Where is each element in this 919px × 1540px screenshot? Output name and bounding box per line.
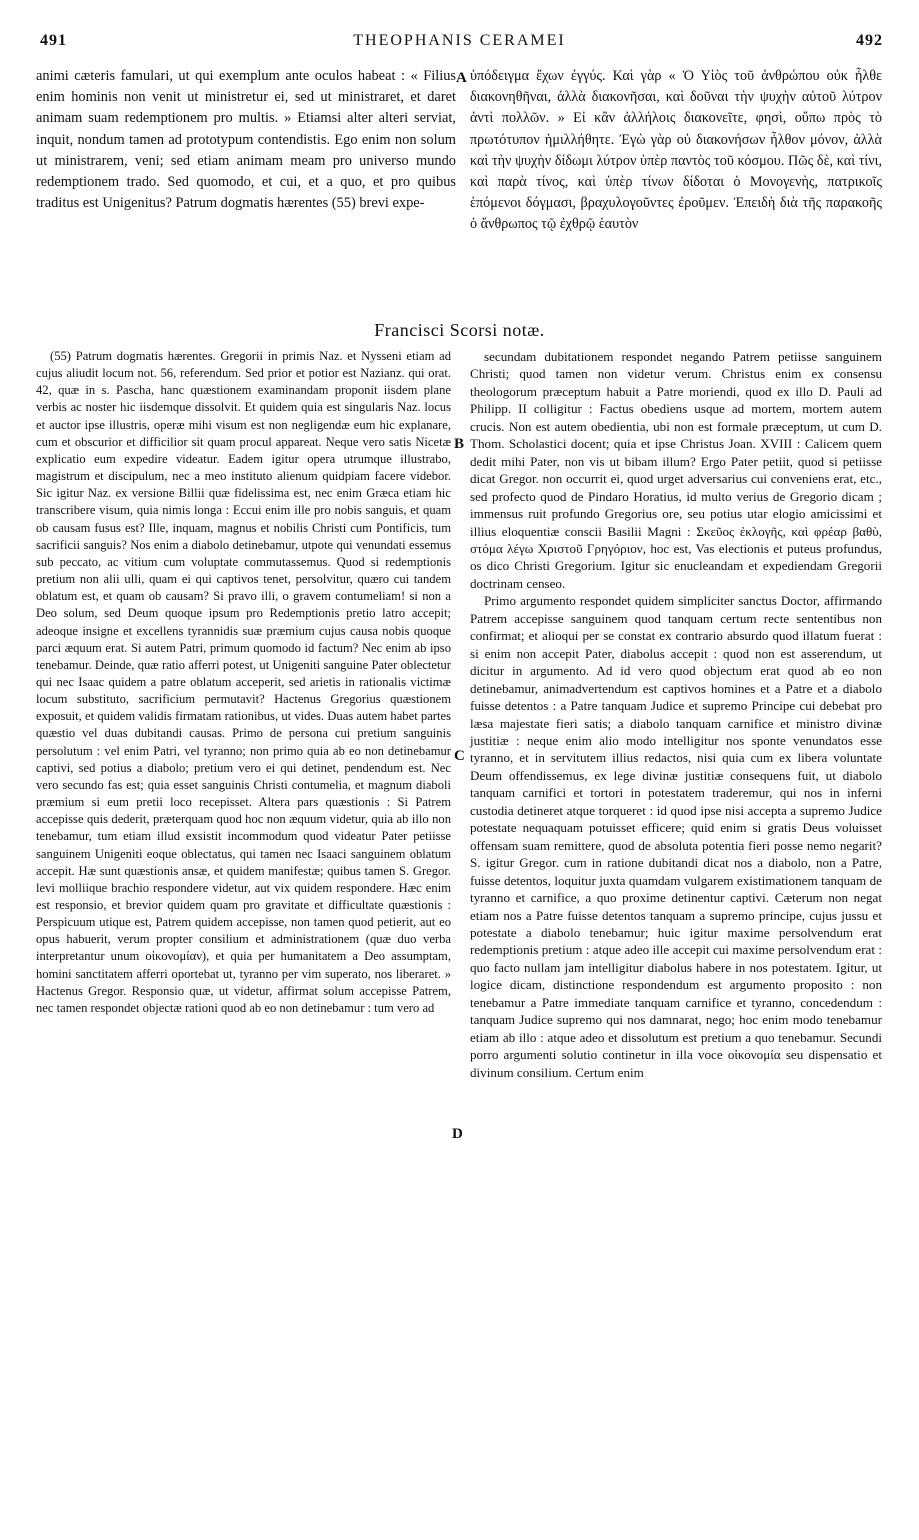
note-continuation-paragraph: secundam dubitationem respondet negando Patrem petiisse sanguinem Christi; quod tamen non videtur verum. Christus enim ex consensu theologorum præceptum habuit a Patre moriendi, quod ex illo D. Pauli ad Philipp. II colligitur : Factus obediens usque ad mortem, mortem autem crucis. Non est autem obedientia, ubi non est formale præceptum, ut cum D. Thom. Scholastici docent; quia et ipse Christus Joan. XVIII : Calicem quem dedit mihi Pater, non vis ut bibam illum? Ergo Pater petiit, quod si petiisse dicat Gregor. non occurrit ei, quod urget adversarius cui conveniens erat, etc., sed profecto quod de Pindaro Horatius, id multo verius de Gregorio dicam ; immensus ruit profundo Gregorius ore, seu potius utar elogio amicissimi et illius eloquentiæ conscii Basilii Magni : Σκεῦος ἐκλογῆς, καὶ φρέαρ βαθὺ, στόμα λέγω Χριστοῦ Γρηγόριον, hoc est, Vas electionis et puteus profundus, os dico Christi Gregorium. Igitur sic enucleandam et expediendam Gregorii doctrinam censeo. — [470, 349, 882, 591]
note-55-paragraph: (55) Patrum dogmatis hærentes. Gregorii in primis Naz. et Nysseni etiam ad cujus aliudit locum not. 56, referendum. Sed prior et potior est Nazianz. qui orat. 42, quæ in s. Pascha, hanc quæstionem examinandam proponit iisdem plane verbis ac noster hic iisdemque dissolvit. Et quidem quia est singularis Naz. locus et auctor ipse illustris, operæ mihi visum est non negligendæ eum hic explanare, cum et obscurior et difficilior sit quam procul appareat. Neque vero satis Nicetæ explicatio eum expedire videatur. Eadem igitur opera utrumque illustrabo, magistrum et discipulum, nec a meo instituto alienum quidpiam facere videbor. Sic igitur Naz. ex versione Billii quæ fidelissima est, nec enim Græca etiam hic transcribere visum, quia nimis longa : Eccui enim ille pro nobis sanguis, et quam ob causam fusus est? Ille, inquam, magnus et nobilis Christi cum Pontificis, tum sacrificii sanguis? Nos enim a diabolo detinebamur, utpote qui venundati essemus sub peccato, ac vitium cum voluptate commutassemus. Quod si redemptionis pretium non alii ulli, quam ei qui captivos tenet, persolvitur, quæro cui tandem oblatum est, et quam ob causam? Si pravo illi, o gravem contumeliam! si non a Deo solum, sed Deum quoque ipsum pro Redemptionis pretio latro accepit; adeoque insigne et excellens tyrannidis suæ præmium cujus causa nobis quoque parci æquum erat. Si autem Patri, primum quomodo id factum? Nec enim ab ipso tenebamur. Deinde, quæ ratio afferri potest, ut Unigeniti sanguine Pater oblectetur qui nec Isaac quidem a patre oblatum acceperit, sed arietis in rationalis victimæ locum substituto, sacrificium permutavit? Hactenus Gregorius quæstionem exposuit, et quidem validis firmatam rationibus, ut vides. Duas autem habet partes quæstio vel duas dubitandi causas. Primo de persona cui pretium sanguinis persolutum : vel enim Patri, vel tyranno; non primo quia ab eo non detinebamur captivi, sed potius a diabolo; pretium vero ei qui detinet, pendendum est. Nec vero secundo fas est; quia esset sanguinis Christi contumelia, et magnum diaboli præmium si eum pretii loco recepisset. Altera pars quæstionis : Si Patrem accepisse quis dederit, præterquam quod hoc non æquum videtur, quia ab illo non tenebamur, tum etiam illud exsistit incommodum quod videatur Pater petiisse sanguinem Unigeniti eoque oblectatus, qui tamen nec Isaaci sanguinem oblatum accepit. Hæ sunt quæstionis ansæ, et quidem manifestæ; quibus tamen S. Gregor. levi molliique brachio respondere videtur, aut vix quidem respondere. Hæc enim est responsio, et brevior quidem quam pro gravitate et difficultate quæstionis : Perspicuum utique est, Patrem quidem accepisse, non tamen quod petierit, aut eo opus habuerit, verum propter consilium et administrationem (quæ duo verba interpretantur unum οἰκονομίαν), et quia per humanitatem a Deo assumptam, homini sanctitatem afferri oportebat ut, tyranno per vim superato, nos liberaret. » Hactenus Gregor. Responsio quæ, ut videtur, affirmat solum accepisse Patrem, nec tamen respondet objectæ rationi quod ab eo non detinebamur : tum vero ad — [36, 349, 451, 1015]
page-number-left: 491 — [40, 32, 67, 49]
running-header — [0, 32, 919, 54]
page-number-right: 492 — [856, 32, 883, 49]
margin-letter-b: B — [454, 436, 465, 452]
running-title: THEOPHANIS CERAMEI — [353, 32, 566, 49]
notes-left-column — [36, 348, 451, 1017]
margin-letter-a: A — [456, 70, 467, 86]
note-primo-argumento-paragraph: Primo argumento respondet quidem simpliciter sanctus Doctor, affirmando Patrem accepisse sanguinem quod tanquam certum recte sententibus non confirmat; et alioqui per se constat ex contrario absurdo quod illatum fuerat : si enim non accepit Pater, diabolus accepit : quod non est asserendum, ut dicitur in argumento. Ad id vero quod objectum erat quod ab eo non detinebamur, animadvertendum est captivos homines et a Patre et a diabolo fuisse detentos : a Patre tanquam Judice et supremo Principe cui debebat pro læsa majestate fieri satis; a diabolo tanquam carnifice et ministro divinæ justitiæ : neque enim alio modo intelligitur nos sponte venundatos esse tyranno, et in servitutem illius redactos, nisi quia cum ex libera voluntate Deum offendissemus, ex lege divinæ justitiæ consequens fuit, ut diabolo tanquam carnifici et tortori in potestatem traderemur, qui nos in inferni custodia detineret atque torqueret : id quod ipse nisi accepta a supremo Judice potestate nequaquam potuisset efficere; quid enim si gratis Deus voluisset offensam suam remittere, quod de absoluta potentia fieri posse nemo negarit? S. igitur Gregor. cum in ratione dubitandi dicat nos a diabolo, non a Patre, fuisse detentos, loquitur juxta quamdam vulgarem existimationem tanquam de tyranno et carnifice, a quo proxime detinentur captivi. Cæterum non negat etiam nos a Patre fuisse detentos tanquam a supremo principe, cujus jussu et potestate a diabolo tenebamur; huic igitur maxime persolvendum erat redemptionis pretium : atque adeo ille accepit cui maxime persolvendum erat : quo facto nullam jam intelligitur diabolus habere in nos potestatem. Igitur, ut logice dicam, distinctione respondendum est argumento proposito : non tenebamur a Patre immediate tanquam carnifice et tyranno, concedendum : tanquam Judice supremo qui nos damnarat, nego; hoc enim modo tenebamur etiam ab illo : atque adeo et dissolutum est pretium a quo tenebamur. Secundi porro argumenti solutio continetur in illa voce οἰκονομία seu dispensatio et divinum consilium. Certum enim — [470, 593, 882, 1080]
greek-text-column: ὑπόδειγμα ἔχων ἐγγύς. Καὶ γὰρ « Ὁ Υἱὸς τοῦ ἀνθρώπου οὐκ ἦλθε διακονηθῆναι, ἀλλὰ διακονῆσαι, καὶ δοῦναι τὴν ψυχὴν αὐτοῦ λύτρον ἀντὶ πολλῶν. » Εἰ κἂν ἀλλήλοις διακονεῖτε, φησὶ, οὔπω πρὸς τὸ πρωτότυπον ἡμιλλήθητε. Ἐγὼ γὰρ οὐ διακονήσων ἦλθον μόνον, ἀλλὰ καὶ τὴν ψυχὴν δίδωμι λύτρον ὑπὲρ παντὸς τοῦ κόσμου. Πῶς δὲ, καὶ τίνι, καὶ παρὰ τίνος, καὶ ὑπὲρ τίνων δίδοται ὁ Μονογενὴς, πατρικοῖς ἑπόμενοι δόγμασι, βραχυλογοῦντες ἐροῦμεν. Ἐπειδὴ διὰ τῆς παρακοῆς ὁ ἄνθρωπος τῷ ἐχθρῷ ἑαυτὸν — [470, 68, 882, 233]
notes-heading: Francisci Scorsi notæ. — [374, 320, 545, 340]
margin-letter-d: D — [452, 1126, 463, 1142]
latin-translation-column: animi cæteris famulari, ut qui exemplum ante oculos habeat : « Filius enim hominis non venit ut ministretur ei, sed ut ministraret, et daret animam suam redemptionem pro multis. » Etiamsi alter alteri serviat, inquit, nondum tamen ad prototypum contendistis. Ego enim non solum ut ministrarem, veni; sed etiam animam meam pro universo mundo redemptionem trado. Sed quomodo, et cui, et a quo, et pro quibus traditus est Unigenitus? Patrum dogmatis hærentes (55) brevi expe- — [36, 68, 456, 212]
notes-right-column — [470, 348, 882, 1081]
margin-letter-c: C — [454, 748, 465, 764]
